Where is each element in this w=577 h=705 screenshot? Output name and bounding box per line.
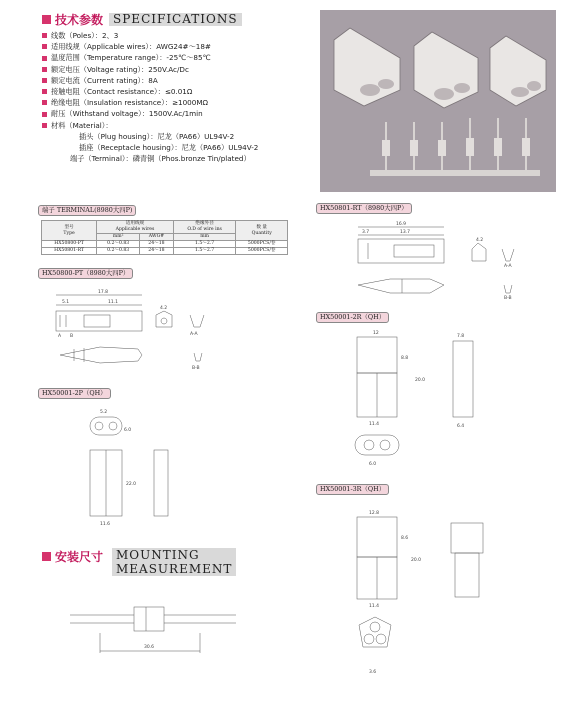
dim-rt-total: 16.9 bbox=[396, 222, 407, 227]
table-header-awg: AWG# bbox=[140, 234, 174, 241]
terminal-table bbox=[41, 220, 288, 255]
r3-housing-drawing bbox=[345, 505, 495, 685]
label-hx50800-pt: HX50800-PT（8980大四P） bbox=[38, 268, 133, 279]
bullet-icon bbox=[42, 78, 47, 83]
spec-item: 线数（Poles）：2、3 bbox=[42, 30, 258, 41]
dim-r3-w: 12.8 bbox=[369, 511, 380, 516]
dim-r2-side: 7.8 bbox=[457, 334, 465, 339]
dim-r3-h2: 20.0 bbox=[411, 558, 422, 563]
spec-item: 耐压（Withstand voltage）：1500V.Ac/1min bbox=[42, 108, 258, 119]
dim-r3-d: 11.4 bbox=[369, 604, 380, 609]
bullet-icon bbox=[42, 89, 47, 94]
bullet-icon bbox=[42, 123, 47, 128]
r2-housing-drawing bbox=[345, 325, 495, 475]
spec-item: 材料（Material）： bbox=[42, 120, 258, 131]
label-hx50001-2r: HX50001-2R（QH） bbox=[316, 312, 389, 323]
dim-r2-h2: 20.0 bbox=[415, 378, 426, 383]
spec-item: 额定电流（Current rating）：8A bbox=[42, 75, 258, 86]
material-line: 端子（Terminal）：磷青铜（Phos.bronze Tin/plated） bbox=[70, 154, 251, 164]
product-photo bbox=[320, 10, 556, 192]
mounting-heading-en: MOUNTING MEASUREMENT bbox=[112, 548, 236, 576]
mounting-heading-cn: 安装尺寸 bbox=[55, 550, 104, 564]
dim-pt-total: 17.8 bbox=[98, 290, 109, 295]
mounting-drawing bbox=[60, 595, 240, 665]
dim-p2-b: 6.0 bbox=[124, 428, 132, 433]
material-line: 插座（Receptacle housing）：尼龙（PA66）UL94V-2 bbox=[79, 143, 259, 153]
dim-pt-bb: B-B bbox=[192, 366, 200, 371]
label-hx50001-2p: HX50001-2P（QH） bbox=[38, 388, 111, 399]
specifications-heading bbox=[42, 11, 242, 28]
bullet-icon bbox=[42, 112, 47, 117]
spec-item: 接触电阻（Contact resistance）：≤0.01Ω bbox=[42, 86, 258, 97]
dim-pt-a-mark: A bbox=[58, 334, 62, 339]
table-header-qty: 数 量 Quantity bbox=[236, 221, 288, 241]
dim-rt-c: 4.2 bbox=[476, 238, 484, 243]
label-hx50001-3r: HX50001-3R（QH） bbox=[316, 484, 389, 495]
mounting-heading bbox=[42, 548, 109, 565]
spec-item: 温度范围（Temperature range）：-25℃～85℃ bbox=[42, 52, 258, 63]
terminal-table-tag: 端子 TERMINAL(8980大四P) bbox=[38, 205, 136, 216]
dim-p2-h: 22.0 bbox=[126, 482, 137, 487]
bullet-icon bbox=[42, 33, 47, 38]
dim-r3-h: 8.6 bbox=[401, 536, 409, 541]
specifications-heading-en: SPECIFICATIONS bbox=[109, 13, 242, 26]
rt-terminal-drawing bbox=[350, 215, 530, 305]
dim-pt-b: 11.1 bbox=[108, 300, 119, 305]
dim-r2-f: 6.0 bbox=[369, 462, 377, 467]
spec-item: 适用线规（Applicable wires）：AWG24#～18# bbox=[42, 41, 258, 52]
dim-rt-b: 13.7 bbox=[400, 230, 411, 235]
spec-item: 绝缘电阻（Insulation resistance）：≥1000MΩ bbox=[42, 97, 258, 108]
table-header-type: 型号 Type bbox=[42, 221, 97, 241]
dim-r2-h: 8.8 bbox=[401, 356, 409, 361]
dim-p2-a: 5.2 bbox=[100, 410, 108, 415]
dim-r2-e: 6.4 bbox=[457, 424, 465, 429]
table-header-wires: 适用线规 Applicable wires bbox=[97, 221, 174, 234]
p2-housing-drawing bbox=[80, 405, 190, 530]
label-hx50801-rt: HX50801-RT（8980大四P） bbox=[316, 203, 412, 214]
dim-pt-b-mark: B bbox=[70, 334, 74, 339]
bullet-icon bbox=[42, 100, 47, 105]
dim-r3-e: 3.6 bbox=[369, 670, 377, 675]
table-row: HX50801-RT 0.2～0.83 24～18 1.5～2.7 5000PCS/卷 bbox=[42, 248, 288, 255]
dim-pt-c: 4.2 bbox=[160, 306, 168, 311]
spec-list bbox=[42, 30, 258, 164]
table-header-od: 绝缘外径 O.D of wire ins bbox=[173, 221, 236, 234]
dim-mounting-length: 30.6 bbox=[144, 645, 155, 650]
dim-rt-a: 3.7 bbox=[362, 230, 370, 235]
square-bullet-icon bbox=[42, 15, 51, 24]
specifications-heading-cn: 技术参数 bbox=[55, 13, 104, 27]
square-bullet-icon bbox=[42, 552, 51, 561]
bullet-icon bbox=[42, 56, 47, 61]
product-photo-drawing bbox=[320, 10, 556, 192]
dim-r2-d: 11.4 bbox=[369, 422, 380, 427]
table-header-od-mm: mm bbox=[173, 234, 236, 241]
dim-rt-aa: A-A bbox=[504, 264, 512, 269]
dim-pt-aa: A-A bbox=[190, 332, 198, 337]
dim-p2-w: 11.6 bbox=[100, 522, 111, 527]
bullet-icon bbox=[42, 44, 47, 49]
bullet-icon bbox=[42, 67, 47, 72]
table-row: HX50800-PT 0.2～0.83 24～18 1.5～2.7 5000PCS/卷 bbox=[42, 241, 288, 248]
table-header-mm: mm² bbox=[97, 234, 140, 241]
pt-terminal-drawing bbox=[40, 285, 220, 375]
dim-r2-w: 12 bbox=[373, 331, 379, 336]
spec-item: 额定电压（Voltage rating）：250V.Ac/Dc bbox=[42, 64, 258, 75]
material-line: 插头（Plug housing）：尼龙（PA66）UL94V-2 bbox=[79, 131, 235, 141]
dim-rt-bb: B-B bbox=[504, 296, 512, 301]
dim-pt-a: 5.1 bbox=[62, 300, 70, 305]
